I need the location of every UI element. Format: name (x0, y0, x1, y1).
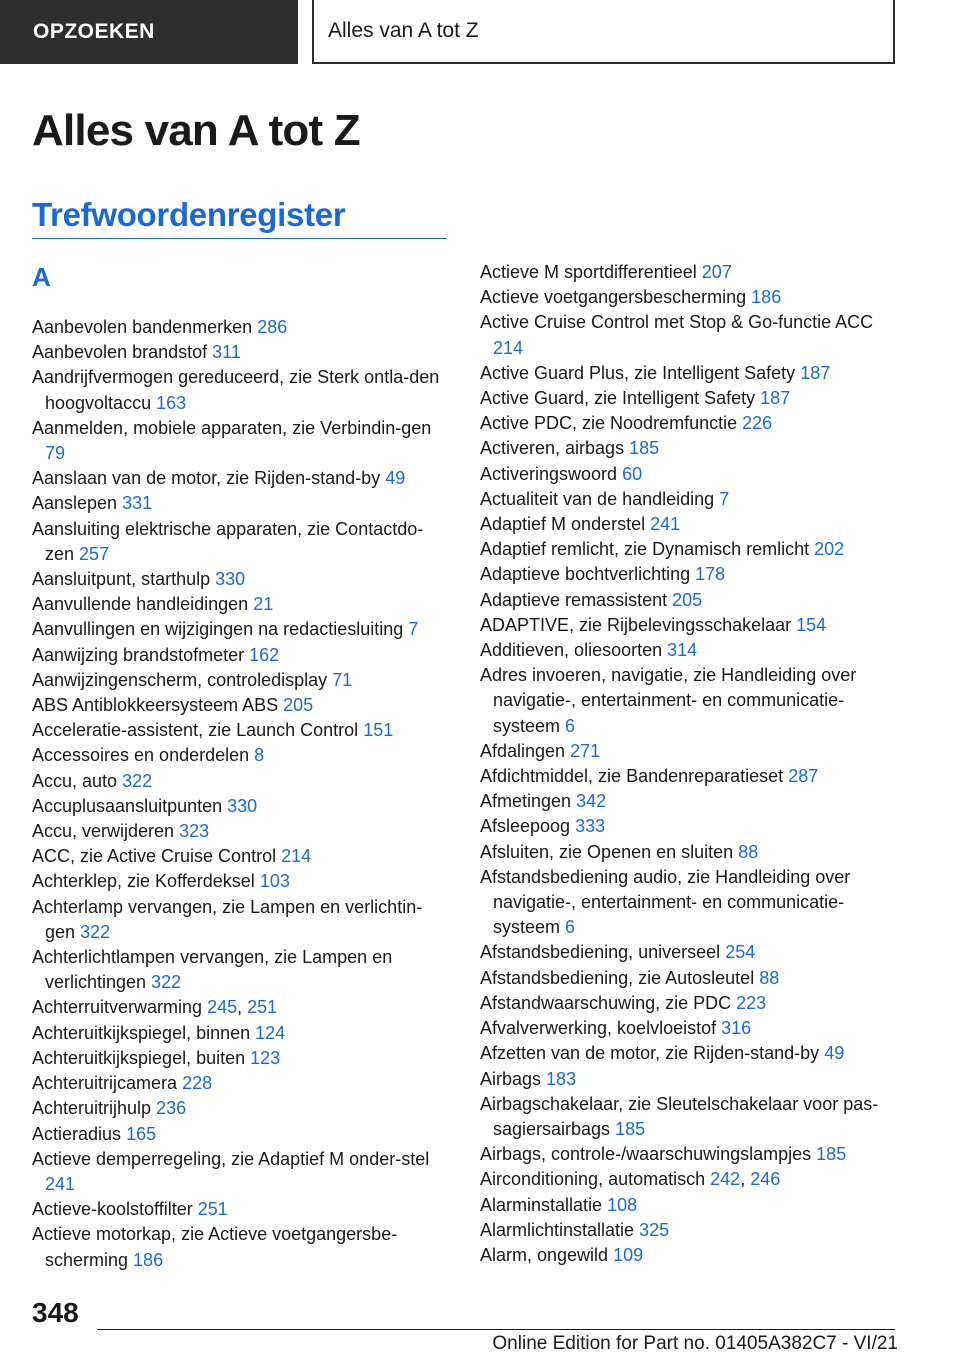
page-reference-link[interactable]: 6 (565, 917, 576, 938)
index-entry (480, 966, 898, 991)
page-reference-link[interactable]: 241 (45, 1173, 76, 1194)
page-reference-link[interactable]: 187 (760, 388, 791, 409)
index-entry (480, 562, 898, 587)
index-entry-label: Adaptief remlicht, zie Dynamisch remlicht (480, 539, 810, 560)
index-entry-label: Aandrijfvermogen gereduceerd, zie Sterk ontla-den hoogvoltaccu (32, 367, 440, 413)
index-entry (480, 512, 898, 537)
page-reference-link[interactable]: 257 (79, 543, 110, 564)
page-reference-link[interactable]: 322 (80, 921, 111, 942)
footer-divider (97, 1329, 895, 1330)
index-entry (480, 1142, 898, 1167)
index-entry-label: Activeren, airbags (480, 438, 625, 459)
page-reference-link[interactable]: 186 (133, 1249, 164, 1270)
page-reference-link[interactable]: 88 (759, 967, 780, 988)
index-entry (32, 617, 450, 642)
index-entry (480, 613, 898, 638)
index-entry: Airconditioning, automatisch 242, 246 (480, 1169, 781, 1190)
page-reference-link[interactable]: 333 (575, 816, 606, 837)
index-entry (32, 315, 450, 340)
index-entry-label: Achterlamp vervangen, zie Lampen en verlichtin-gen (32, 896, 423, 942)
index-entry (480, 1067, 898, 1092)
index-entry-label: Aansluitpunt, starthulp (32, 569, 211, 590)
index-entry: Achterruitverwarming 245, 251 (32, 997, 278, 1018)
page-reference-link[interactable]: 123 (250, 1047, 281, 1068)
index-entry-label: Afvalverwerking, koelvloeistof (480, 1018, 717, 1039)
index-entry (32, 769, 450, 794)
index-entry (480, 764, 898, 789)
index-entry-label: Afstandsbediening, zie Autosleutel (480, 967, 755, 988)
index-entry-label: Achterruitverwarming (32, 997, 203, 1018)
index-entry (480, 386, 898, 411)
page-reference-link[interactable]: 214 (493, 337, 524, 358)
page-reference-link[interactable]: 8 (254, 745, 265, 766)
page-reference-link[interactable]: 165 (126, 1123, 157, 1144)
page-reference-link[interactable]: 21 (253, 594, 274, 615)
index-entry (32, 819, 450, 844)
index-entry-label: Aanwijzingenscherm, controledisplay (32, 669, 328, 690)
page-reference-link[interactable]: 186 (751, 287, 782, 308)
index-entry (32, 466, 450, 491)
index-entry-label: Aanslepen (32, 493, 118, 514)
index-entry (480, 1243, 898, 1268)
index-entry-label: Alarminstallatie (480, 1194, 603, 1215)
page-reference-link[interactable]: 271 (570, 740, 601, 761)
page-reference-link[interactable]: 314 (667, 640, 698, 661)
index-entry (480, 1016, 898, 1041)
page-reference-link[interactable]: 108 (607, 1194, 638, 1215)
page-reference-link[interactable]: 187 (800, 362, 831, 383)
index-entry (32, 668, 450, 693)
page-reference-link[interactable]: 330 (215, 569, 246, 590)
index-entry (32, 340, 450, 365)
index-entry (480, 260, 898, 285)
index-entry-label: Afdichtmiddel, zie Bandenreparatieset (480, 766, 784, 787)
index-entry-label: Activeringswoord (480, 463, 618, 484)
index-entry-label: Airconditioning, automatisch (480, 1169, 706, 1190)
index-entry-label: Airbags, controle-/waarschuwingslampjes (480, 1144, 812, 1165)
index-entry-label: Acceleratie-assistent, zie Launch Control (32, 720, 359, 741)
index-entry-label: Adaptief M onderstel (480, 514, 646, 535)
index-entry-label: Aanbevolen bandenmerken (32, 317, 253, 337)
index-entry (32, 567, 450, 592)
index-entry-label: Actieve voetgangersbescherming (480, 287, 747, 308)
index-entry (480, 436, 898, 461)
page-reference-link[interactable]: 163 (156, 392, 187, 413)
index-entry (480, 789, 898, 814)
index-entry-label: Alarmlichtinstallatie (480, 1219, 635, 1240)
index-entry (32, 1122, 450, 1147)
index-entry (480, 940, 898, 965)
index-entry-label: Aansluiting elektrische apparaten, zie Contactdo-zen (32, 518, 424, 564)
page-reference-link[interactable]: 202 (814, 539, 845, 560)
index-entry-label: Achteruitkijkspiegel, buiten (32, 1047, 246, 1068)
index-entry (32, 1147, 450, 1197)
index-entry (480, 487, 898, 512)
index-entry-label: Active Guard Plus, zie Intelligent Safety (480, 362, 796, 383)
index-entry (32, 693, 450, 718)
index-entry (480, 638, 898, 663)
index-entry (480, 588, 898, 613)
page-reference-link[interactable]: 246 (750, 1169, 781, 1190)
page-reference-link[interactable]: 322 (122, 770, 153, 791)
index-entry (32, 794, 450, 819)
index-entry-label: Alarm, ongewild (480, 1244, 609, 1265)
index-entry-label: Afmetingen (480, 791, 572, 812)
index-entry-label: Actieve demperregeling, zie Adaptief M onder-stel (32, 1148, 430, 1169)
index-entry-label: Actieve-koolstoffilter (32, 1199, 193, 1220)
index-entry-label: Afstandwaarschuwing, zie PDC (480, 992, 732, 1013)
page-reference-link[interactable]: 251 (247, 997, 278, 1018)
index-entry-label: Accu, verwijderen (32, 821, 175, 842)
index-entry-label: Actualiteit van de handleiding (480, 488, 715, 509)
page-reference-link[interactable]: 79 (45, 443, 66, 464)
index-entry-label: Active Guard, zie Intelligent Safety (480, 388, 756, 409)
page-reference-link[interactable]: 325 (639, 1219, 670, 1240)
page-reference-link[interactable]: 242 (710, 1169, 741, 1190)
page-reference-link[interactable]: 331 (122, 493, 153, 514)
index-entry-label: Aanwijzing brandstofmeter (32, 644, 245, 665)
index-entry (32, 1197, 450, 1222)
index-entry (32, 1222, 450, 1272)
index-entry (32, 869, 450, 894)
page-reference-link[interactable]: 7 (408, 619, 419, 640)
page-title: Alles van A tot Z (32, 106, 360, 155)
page-reference-link[interactable]: 254 (725, 942, 756, 963)
index-entry (32, 517, 450, 567)
index-entry (480, 1218, 898, 1243)
index-entry (480, 285, 898, 310)
index-entry-label: Accuplusaansluitpunten (32, 795, 223, 816)
index-entry (32, 1096, 450, 1121)
page-reference-link[interactable]: 103 (259, 871, 290, 892)
page-reference-link[interactable]: 251 (197, 1199, 228, 1220)
page-reference-link[interactable]: 322 (151, 972, 182, 993)
index-entry (32, 491, 450, 516)
index-letter-heading: A (32, 262, 51, 292)
page-reference-link[interactable]: 236 (156, 1098, 187, 1119)
index-column-left (32, 315, 450, 1273)
page-reference-link[interactable]: 49 (385, 468, 406, 489)
index-entry-label: ADAPTIVE, zie Rijbelevingsschakelaar (480, 614, 792, 635)
index-entry-label: Additieven, oliesoorten (480, 640, 663, 661)
index-entry (32, 743, 450, 768)
index-entry (480, 663, 898, 739)
page-reference-link[interactable]: 241 (650, 514, 681, 535)
index-entry-label: Afstandsbediening audio, zie Handleiding over navigatie-, entertainment- en communicatie-systeem (480, 866, 851, 938)
index-entry-label: Active PDC, zie Noodremfunctie (480, 413, 738, 434)
index-entry-label: Accessoires en onderdelen (32, 745, 250, 766)
page-reference-link[interactable]: 71 (332, 669, 353, 690)
page-reference-link[interactable]: 178 (695, 564, 726, 585)
index-entry (480, 537, 898, 562)
index-entry-label: Aanslaan van de motor, zie Rijden-stand-by (32, 468, 381, 489)
page-reference-link[interactable]: 342 (576, 791, 607, 812)
index-entry-label: Afsluiten, zie Openen en sluiten (480, 841, 734, 862)
index-entry (32, 365, 450, 415)
index-entry-label: Afstandsbediening, universeel (480, 942, 721, 963)
index-entry (480, 462, 898, 487)
page-reference-link[interactable]: 228 (182, 1073, 213, 1094)
page-reference-link[interactable]: 60 (622, 463, 643, 484)
page-reference-link[interactable]: 183 (546, 1068, 577, 1089)
page-reference-link[interactable]: 287 (788, 766, 819, 787)
index-entry (32, 945, 450, 995)
page-reference-link[interactable]: 7 (719, 488, 730, 509)
page-reference-link[interactable]: 151 (363, 720, 394, 741)
index-column-right (480, 260, 898, 1268)
index-entry-label: Actieve motorkap, zie Actieve voetgangersbe-scherming (32, 1224, 398, 1270)
page-reference-link[interactable]: 205 (283, 695, 314, 716)
page-subtitle: Trefwoordenregister (32, 196, 447, 239)
index-entry (480, 1041, 898, 1066)
index-entry (480, 814, 898, 839)
index-entry-label: Afsleepoog (480, 816, 571, 837)
index-entry (32, 844, 450, 869)
page-reference-link[interactable]: 207 (701, 262, 732, 282)
index-entry (480, 991, 898, 1016)
index-entry-label: Airbagschakelaar, zie Sleutelschakelaar voor pas-sagiersairbags (480, 1093, 879, 1139)
page-reference-link[interactable]: 185 (629, 438, 660, 459)
page-reference-link[interactable]: 330 (227, 795, 258, 816)
page-reference-link[interactable]: 162 (249, 644, 280, 665)
page-reference-link[interactable]: 226 (742, 413, 773, 434)
index-entry-label: Adaptieve remassistent (480, 589, 668, 610)
index-entry (480, 865, 898, 941)
index-entry-label: Achteruitrijhulp (32, 1098, 152, 1119)
index-entry-label: ABS Antiblokkeersysteem ABS (32, 695, 279, 716)
index-entry-label: Achterklep, zie Kofferdeksel (32, 871, 255, 892)
page-number: 348 (32, 1297, 79, 1328)
page-reference-link[interactable]: 286 (257, 317, 288, 337)
index-entry (480, 1092, 898, 1142)
index-entry-label: Aanvullende handleidingen (32, 594, 249, 615)
index-entry (480, 1193, 898, 1218)
page-reference-link[interactable]: 323 (179, 821, 210, 842)
index-entry-label: Afdalingen (480, 740, 566, 761)
page-reference-link[interactable]: 245 (207, 997, 238, 1018)
page-reference-link[interactable]: 205 (672, 589, 703, 610)
index-entry-label: ACC, zie Active Cruise Control (32, 846, 277, 867)
page-reference-link[interactable]: 311 (212, 342, 241, 363)
page-reference-link[interactable]: 124 (255, 1022, 286, 1043)
page-reference-link[interactable]: 109 (613, 1244, 644, 1265)
index-entry-label: Actieve M sportdifferentieel (480, 262, 697, 282)
index-entry (32, 416, 450, 466)
index-entry-label: Adaptieve bochtverlichting (480, 564, 691, 585)
index-entry (32, 592, 450, 617)
page-reference-link[interactable]: 49 (824, 1043, 845, 1064)
page-reference-link[interactable]: 88 (738, 841, 759, 862)
section-tab: OPZOEKEN (0, 0, 298, 64)
index-entry-label: Adres invoeren, navigatie, zie Handleiding over navigatie-, entertainment- en communicatie-systeem (480, 665, 857, 736)
page-reference-link[interactable]: 154 (796, 614, 827, 635)
index-entry (32, 718, 450, 743)
page-reference-link[interactable]: 185 (816, 1144, 847, 1165)
page-reference-link[interactable]: 316 (721, 1018, 752, 1039)
index-entry (32, 1021, 450, 1046)
index-entry-label: Accu, auto (32, 770, 118, 791)
index-entry-label: Aanvullingen en wijzigingen na redactiesluiting (32, 619, 404, 640)
index-entry-label: Afzetten van de motor, zie Rijden-stand-by (480, 1043, 820, 1064)
index-entry-label: Aanmelden, mobiele apparaten, zie Verbindin-gen (32, 417, 432, 438)
index-entry (32, 1046, 450, 1071)
index-entry-label: Achteruitkijkspiegel, binnen (32, 1022, 251, 1043)
index-entry-label: Airbags (480, 1068, 542, 1089)
page-reference-link[interactable]: 223 (736, 992, 767, 1013)
page-reference-link[interactable]: 214 (281, 846, 312, 867)
index-entry-label: Achterlichtlampen vervangen, zie Lampen en verlichtingen (32, 947, 393, 993)
footer-edition-text: Online Edition for Part no. 01405A382C7 - VI/21 (492, 1333, 898, 1354)
index-entry (480, 310, 898, 360)
index-entry (480, 411, 898, 436)
index-entry-label: Aanbevolen brandstof (32, 342, 208, 363)
index-entry-label: Actieradius (32, 1123, 122, 1144)
index-entry (480, 739, 898, 764)
index-entry (32, 1071, 450, 1096)
index-entry (32, 895, 450, 945)
page-reference-link[interactable]: 6 (565, 715, 576, 736)
index-entry (32, 643, 450, 668)
page-reference-link[interactable]: 185 (615, 1118, 646, 1139)
chapter-tab: Alles van A tot Z (312, 0, 895, 64)
index-entry (480, 840, 898, 865)
index-entry-label: Achteruitrijcamera (32, 1073, 178, 1094)
index-entry (480, 361, 898, 386)
index-entry-label: Active Cruise Control met Stop & Go-functie ACC (480, 312, 874, 333)
